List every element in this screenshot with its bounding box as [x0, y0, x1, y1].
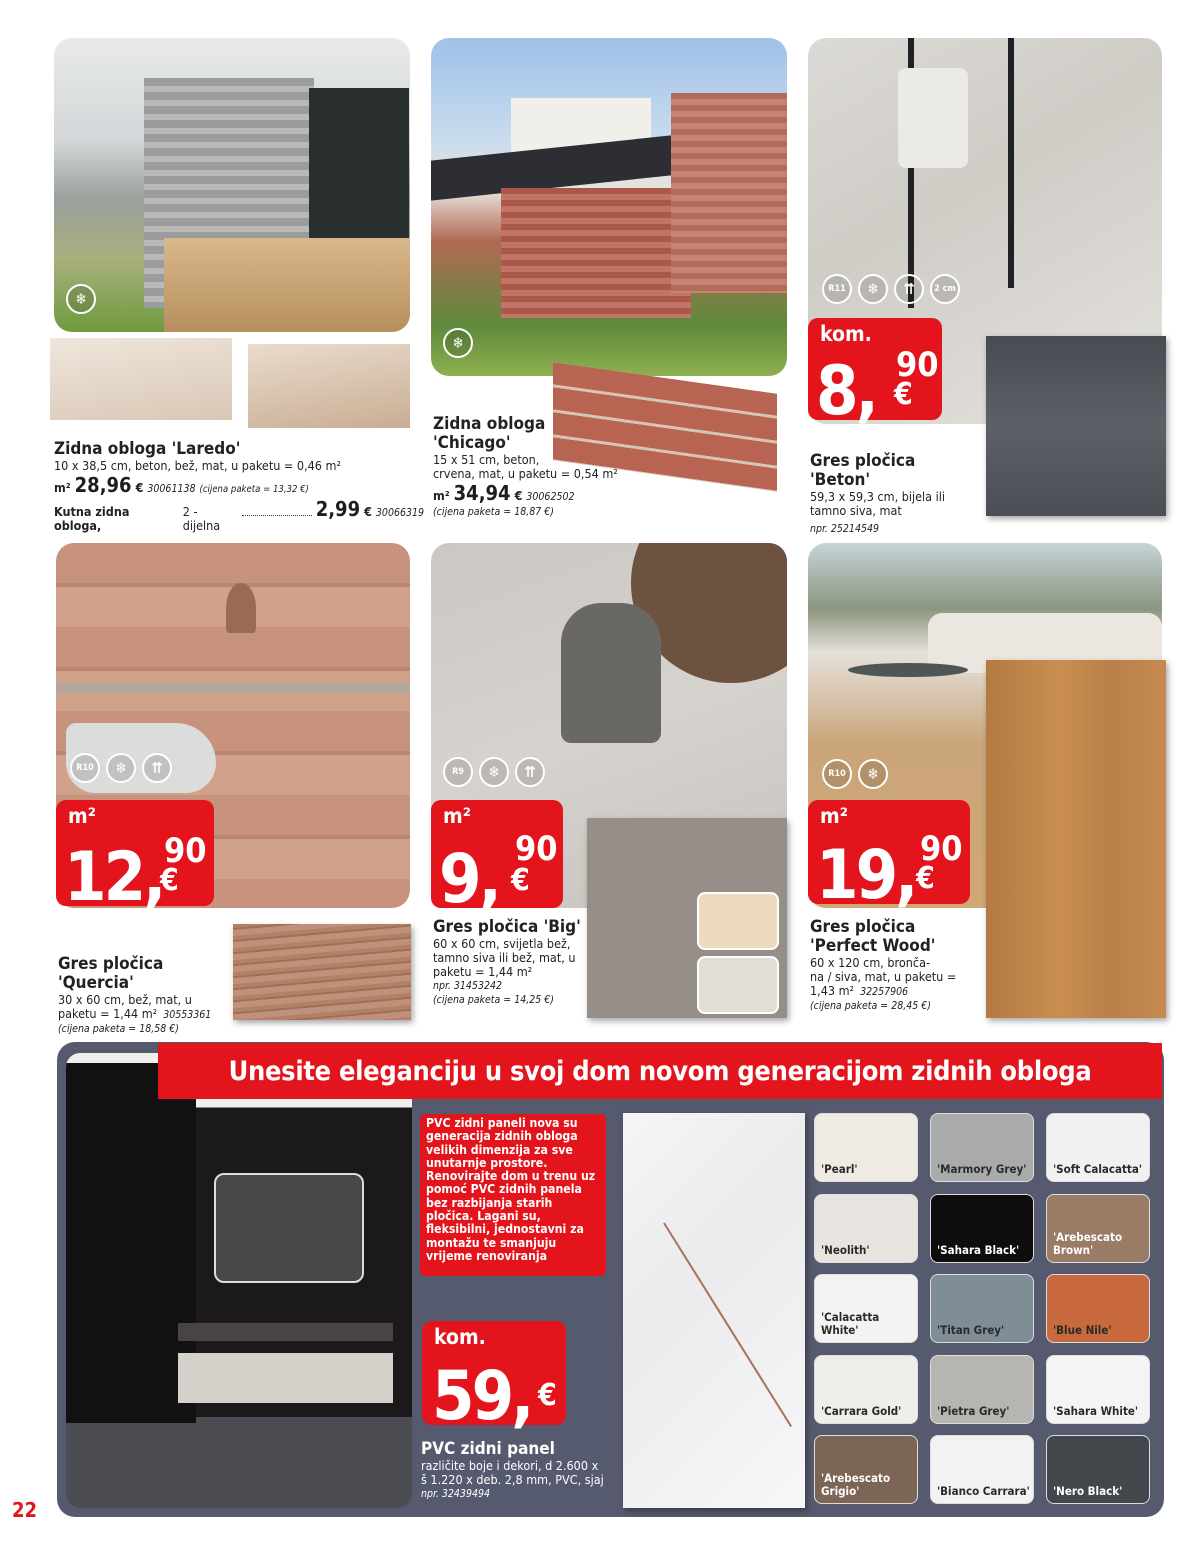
slip-resistance-r10-icon: R10: [822, 759, 852, 789]
decor-swatch-label: 'Bianco Carrara': [937, 1484, 1030, 1498]
chicago-photo: [431, 38, 787, 376]
accessory-label: Kutna zidna obloga,: [54, 504, 130, 533]
quercia-tile-image: [233, 924, 411, 1020]
decor-swatch-label: 'Arebescato Brown': [1053, 1229, 1123, 1257]
price-badge: m² 9, 90 €: [431, 800, 563, 908]
slip-resistance-r9-icon: R9: [443, 757, 473, 787]
product-desc-line3: 1,43 m²: [810, 983, 855, 998]
product-title-line1: Gres pločica: [810, 917, 916, 937]
decor-swatch: [1046, 1435, 1150, 1504]
decor-swatch: [930, 1113, 1034, 1182]
perfect-wood-tile-image: [986, 660, 1166, 1018]
decor-swatch: [814, 1274, 918, 1343]
decor-swatch-label: 'Carrara Gold': [821, 1403, 902, 1418]
price-badge: kom. 59, €: [422, 1321, 566, 1425]
product-title: Zidna obloga 'Laredo': [54, 439, 241, 459]
decor-swatch-label: 'Calacatta White': [821, 1310, 880, 1337]
decor-swatch-label: 'Sahara White': [1053, 1403, 1139, 1418]
decor-swatch-label: 'Blue Nile': [1053, 1323, 1112, 1337]
promo-info-text: PVC zidni paneli nova su generacija zidnih obloga velikih dimenzija za sve unutarnje prostore. Renovirajte dom u trenu uz pomoć PVC zidnih panela bez razbijanja starih pločica. Lagani su, fleksibilni, jednostavni za montažu te smanjuju vrijeme renoviranja: [426, 1116, 596, 1263]
frost-resistant-icon: ❄: [106, 753, 136, 783]
price-currency: €: [514, 488, 523, 503]
accessory-price: 2,99: [315, 497, 361, 521]
product-title: Gres pločica 'Quercia': [58, 954, 164, 993]
marble-panel-image: [623, 1113, 805, 1508]
frost-resistant-icon: ❄: [858, 274, 888, 304]
decor-swatch: [930, 1435, 1034, 1504]
product-desc-line1: 60 x 120 cm, bronča-: [810, 955, 931, 970]
decor-swatch: [1046, 1274, 1150, 1343]
decor-swatch: [814, 1435, 918, 1504]
decor-swatch: [1046, 1194, 1150, 1263]
decor-swatch-label: 'Titan Grey': [937, 1323, 1005, 1337]
floor-heating-icon: ⇈: [894, 274, 924, 304]
floor-heating-icon: ⇈: [142, 753, 172, 783]
thickness-2cm-icon: 2 cm: [930, 274, 960, 304]
big-light-swatch: [697, 956, 779, 1014]
package-price: (cijena paketa = 18,87 €): [433, 506, 554, 518]
price-badge: m² 12, 90 €: [56, 800, 214, 906]
big-tile-image: [587, 818, 787, 1018]
slip-resistance-r10-icon: R10: [70, 753, 100, 783]
accessory-desc: 2 - dijelna: [182, 504, 221, 533]
promo-headline: Unesite eleganciju u svoj dom novom generacijom zidnih obloga: [158, 1043, 1162, 1099]
frost-resistant-icon: ❄: [858, 759, 888, 789]
decor-swatch-label: 'Marmory Grey': [937, 1162, 1027, 1176]
product-price: 34,94: [453, 481, 511, 505]
product-title-line2: 'Chicago': [433, 433, 511, 453]
decor-swatch: [814, 1194, 918, 1263]
decor-swatch-label: 'Nero Black': [1053, 1484, 1123, 1498]
decor-swatch: [930, 1355, 1034, 1424]
slip-resistance-r11-icon: R11: [822, 274, 852, 304]
product-title: Gres pločica 'Big': [433, 917, 581, 937]
laredo-corner-tile-image: [248, 344, 410, 428]
bathroom-photo: [66, 1053, 412, 1508]
product-desc-line2: crvena, mat, u paketu = 0,54 m²: [433, 466, 618, 481]
price-unit: m²: [54, 480, 71, 495]
product-desc-line1: 59,3 x 59,3 cm, bijela ili: [810, 489, 945, 504]
promo-sku: npr. 32439494: [421, 1488, 490, 1500]
product-desc-line1: 30 x 60 cm, bež, mat, u: [58, 992, 192, 1007]
accessory-sku: 30066319: [375, 507, 424, 519]
package-price: (cijena paketa = 18,58 €): [58, 1023, 179, 1035]
decor-swatch-label: 'Pietra Grey': [937, 1403, 1010, 1418]
promo-desc-line2: š 1.220 x deb. 2,8 mm, PVC, sjaj: [421, 1472, 604, 1487]
product-sku: npr. 31453242: [433, 980, 502, 992]
page-number: 22: [12, 1498, 38, 1522]
decor-swatch: [930, 1194, 1034, 1263]
package-price: (cijena paketa = 13,32 €): [199, 484, 309, 495]
product-desc: 10 x 38,5 cm, beton, bež, mat, u paketu = 0,46 m²: [54, 458, 341, 473]
decor-swatch: [930, 1274, 1034, 1343]
laredo-tile-image: [50, 338, 232, 420]
laredo-photo: [54, 38, 410, 332]
product-desc-line1: 15 x 51 cm, beton,: [433, 452, 540, 467]
package-price: (cijena paketa = 14,25 €): [433, 994, 554, 1006]
product-sku: npr. 25214549: [810, 523, 879, 535]
frost-resistant-icon: ❄: [479, 757, 509, 787]
frost-resistant-icon: ❄: [443, 328, 473, 358]
product-desc-line2: na / siva, mat, u paketu =: [810, 969, 957, 984]
product-desc-line2: tamno siva ili bež, mat, u: [433, 950, 576, 965]
frost-resistant-icon: ❄: [66, 284, 96, 314]
decor-swatch-label: 'Soft Calacatta': [1053, 1162, 1143, 1176]
decor-swatch-label: 'Neolith': [821, 1242, 870, 1257]
decor-swatch-label: 'Arebescato Grigio': [821, 1471, 891, 1498]
decor-swatch: [1046, 1113, 1150, 1182]
price-badge: kom. 8, 90 €: [808, 318, 942, 420]
product-title: Gres pločica 'Beton': [810, 451, 916, 490]
product-sku: 32257906: [860, 986, 909, 998]
product-desc-line3: paketu = 1,44 m²: [433, 964, 533, 979]
decor-swatch: [814, 1355, 918, 1424]
decor-swatch-label: 'Pearl': [821, 1162, 858, 1176]
product-title-line1: Zidna obloga: [433, 414, 546, 434]
big-beige-swatch: [697, 892, 779, 950]
product-desc-line2: tamno siva, mat: [810, 503, 902, 518]
price-currency: €: [135, 480, 144, 495]
decor-swatch-label: 'Sahara Black': [937, 1242, 1020, 1257]
product-price: 28,96: [74, 473, 132, 497]
promo-desc-line1: različite boje i dekori, d 2.600 x: [421, 1458, 599, 1473]
product-desc-line2: paketu = 1,44 m²: [58, 1006, 158, 1021]
product-title-line2: 'Perfect Wood': [810, 936, 936, 956]
product-sku: 30061138: [147, 483, 196, 495]
package-price: (cijena paketa = 28,45 €): [810, 1000, 931, 1012]
floor-heating-icon: ⇈: [515, 757, 545, 787]
product-sku: 30062502: [526, 491, 575, 503]
decor-swatch: [1046, 1355, 1150, 1424]
product-desc-line1: 60 x 60 cm, svijetla bež,: [433, 936, 571, 951]
promo-product-title: PVC zidni panel: [421, 1439, 555, 1459]
price-badge: m² 19, 90 €: [808, 800, 970, 904]
beton-dark-tile-image: [986, 336, 1166, 516]
price-unit: m²: [433, 488, 450, 503]
accessory-currency: €: [364, 504, 372, 519]
product-sku: 30553361: [163, 1009, 212, 1021]
decor-swatch: [814, 1113, 918, 1182]
promo-info-box: [420, 1114, 606, 1276]
